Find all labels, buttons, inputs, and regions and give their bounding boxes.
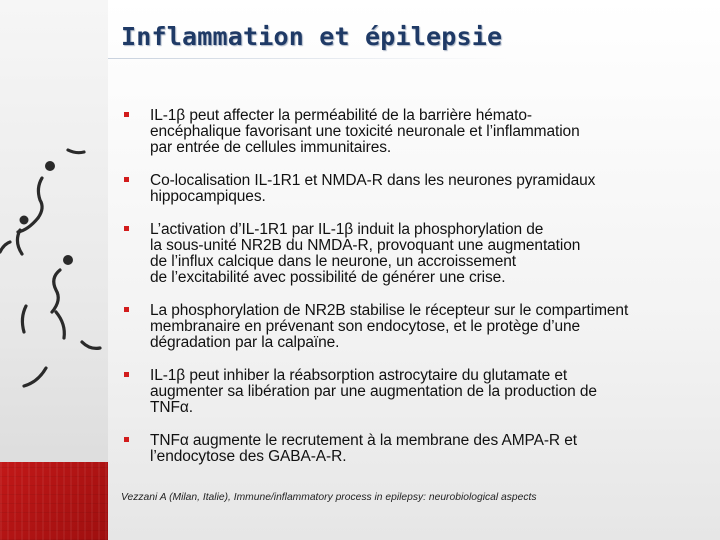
bullet-list [122, 108, 718, 482]
title-divider [108, 58, 508, 59]
slide-title: Inflammation et épilepsie [121, 22, 503, 51]
bullet-square-icon [124, 307, 129, 312]
red-corner-block [0, 462, 108, 540]
bullet-text: TNFα augmente le recrutement à la membrane des AMPA-R et l’endocytose des GABA-A-R. [150, 432, 577, 465]
left-decorative-band [0, 0, 108, 540]
bullet-text: L’activation d’IL-1R1 par IL-1β induit la phosphorylation de la sous-unité NR2B du NMDA-R, provoquant une augmentation de l’influx calcique dans le neurone, un accroissement de l’excitabilité avec possibilité de générer une crise. [150, 221, 581, 286]
bullet-item [122, 303, 718, 351]
bullet-text: La phosphorylation de NR2B stabilise le récepteur sur le compartiment membranaire en prévenant son endocytose, et le protège d’une dégradation par la calpaïne. [150, 302, 629, 351]
bullet-square-icon [124, 437, 129, 442]
bullet-square-icon [124, 177, 129, 182]
bullet-text: IL-1β peut affecter la perméabilité de la barrière hémato- encéphalique favorisant une toxicité neuronale et l’inflammation par entrée de cellules immunitaires. [150, 107, 580, 156]
bullet-item [122, 368, 718, 416]
bullet-square-icon [124, 226, 129, 231]
bullet-square-icon [124, 372, 129, 377]
bullet-text: Co-localisation IL-1R1 et NMDA-R dans les neurones pyramidaux hippocampiques. [150, 172, 596, 205]
running-figures-illustration [0, 120, 108, 420]
bullet-square-icon [124, 112, 129, 117]
bullet-item [122, 108, 718, 156]
bullet-item [122, 173, 718, 205]
bullet-item [122, 222, 718, 286]
citation-reference: Vezzani A (Milan, Italie), Immune/inflammatory process in epilepsy: neurobiological aspects [121, 492, 537, 503]
bullet-item [122, 433, 718, 465]
bullet-text: IL-1β peut inhiber la réabsorption astrocytaire du glutamate et augmenter sa libération par une augmentation de la production de TNFα. [150, 367, 597, 416]
